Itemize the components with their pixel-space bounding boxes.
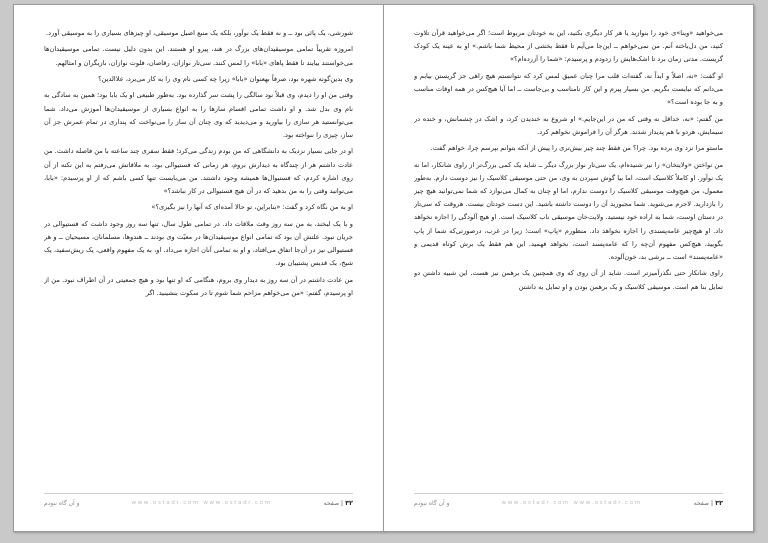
page-number: ۳۲ (345, 499, 353, 507)
paragraph: ماستو مرا نزد وی برده بود. چرا؟ من فقط چند چیز بیش‌تری را پیش از آنکه بتوانم بپرسم چرا، خواهم گفت. (430, 144, 723, 153)
paragraph: راوی شانکار حتی نگذرآمیزتر است. شاید از آن روی که وی همچنین یک برهمن نیز هست. این شبیه داشتن دو تمایل بنا هم است. موسیقی کلاسیک و یک برهمن بودن و او تمایل به داشتن (414, 269, 723, 291)
right-page (383, 4, 754, 532)
book-title: و آن گاه نبودم (414, 499, 450, 507)
paragraph: و با یک لبخند، به من سه روز وقت ملاقات داد. در تمامی طول سال، تنها سه روز وجود داشت که فستیوالی در جریان نبود. علتش آن بود که تمامی انواع موسیقیدان‌ها در معیّت وی بودند ــ هندوها، مسلمانان، مسیحیان ــ و هر فستیوالی نیز در آن‌جا اتفاق می‌افتاد، و او به تمامی آنان اجازه می‌داد. او، به یک مفهوم واقعی، یک ریش‌سفید، یک شیخ، یک قدیس پشتیبان بود. (44, 219, 353, 268)
paragraph: شورشی، یک پائی بود ــ و نه فقط یک نوآور، بلکه یک منبع اصیل موسیقی، او چیزهای بسیاری را به موسیقی آورد. (46, 29, 353, 37)
site-watermark: www.ostadr.com www.ostadr.com (131, 500, 272, 506)
site-watermark: www.ostadr.com www.ostadr.com (501, 500, 642, 506)
page-number-group (694, 499, 723, 507)
paragraph: من عادت داشتم در آن سه روز به دیدار وی بروم، هنگامی که او تنها بود و هیچ جمعیتی در آن اطراف نبود. من از او پرسیدم، گفتم: «من می‌خواهم مزاحم شما شوم تا در سکوت بنشینید. اگر (44, 275, 353, 297)
page-label: صفحه (323, 500, 340, 507)
left-page-body (44, 27, 353, 467)
page-number-group (324, 499, 353, 507)
footer-separator: | (341, 500, 344, 507)
paragraph: او گفت: «نه، اصلاً و ابداً نه. گفته‌ات قلب مرا چنان عمیق لمس کرد که نتوانستم هیچ راهی جز گریستن بیابم و می‌دانم که نبایست بگریم. من بسیار پیرم و این کار نامناسب و بی‌جاست ــ اما آیا هیچ‌کس در همه اوقات مناسب و به جا بوده است؟» (414, 71, 723, 107)
paragraph: امروزه تقریباً تمامی موسیقیدان‌های بزرگ در هند، پیرو او هستند. این بدون دلیل نیست. تمامی موسیقیدان‌ها می‌خواستند بیایند تا فقط پاهای «بابا» را لمس کنند. سی‌تار نوازان، رقاصان، فلوت نوازان، بازیگران و امثالهم. (44, 45, 353, 67)
paragraph: من گفتم: «نه، خداقل نه وقتی که من در این‌جایم.» او شروع به خندیدن کرد، و اشک در چشمانش، و خنده در سیمایش، هردو با هم پدیدار شدند. هرگز آن را فراموش نخواهم کرد. (414, 114, 723, 136)
page-label: صفحه (693, 500, 710, 507)
right-page-footer (414, 493, 723, 509)
right-page-body (414, 27, 723, 467)
paragraph: او در جایی بسیار نزدیک به دانشگاهی که من بودم زندگی می‌کرد؛ فقط سفری چند ساعته با من فاصله داشت. من عادت داشتم هر از چندگاه به دیدارش بروم، هر زمانی که فستیوالی بود، به ملاقاتش می‌رفتم به این نکته از آن روی اشاره کردم، که فستیوال‌ها همیشه وجود داشتند. من می‌بایست تنها کسی باشم که از او پرسیدم: «بابا، می‌توانید وقتی را به من بدهید که در آن هیچ فستیوالی در کار نباشد؟» (44, 147, 353, 195)
footer-separator: | (711, 500, 714, 507)
left-page (13, 4, 384, 532)
paragraph: وقتی من او را دیدم، وی قبلاً نود سالگی را پشت سر گذارده بود. به‌طور طبیعی او یک بابا بود؛ همین به سادگی به نام وی بدل شد. و او داشت تمامی اقسام سازها را به انواع بسیاری از موسیقیدان‌ها آموزش می‌داد. شما می‌توانستید هر سازی را بیاورید و می‌دیدید که وی چنان آن ساز را می‌نواخت که پنداری در تمام عمرش جز آن ساز، چیزی را ننواخته بود. (44, 91, 353, 139)
paragraph: وی بدین‌گونه شهره بود، صرفاً بهعنوان «بابا» زیرا چه کسی نام وی را به کار می‌برد، علاالدین؟ (98, 74, 353, 83)
book-title: و آن گاه نبودم (44, 499, 80, 507)
paragraph: من نواختن «ولایتخان» را نیز شنیده‌ام، یک سی‌تار نواز بزرگ دیگر ــ شاید یک کمی بزرگ‌تر از راوی شانکار، اما نه یک نوآور. او کاملاً کلاسیک است، اما بیا گوش سپردن به وی، من حتی موسیقی کلاسیک را نیز دوست دارم. به‌طور معمول، من هیچ‌وقت موسیقی کلاسیک را دوست ندارم، اما او چنان به کمال می‌نوازد که شما نمی‌توانید هیچ چیز را بازدارید. لاجرم می‌شوید. شما مجبورید آن را دوست داشته باشید. این دست خودتان نیست. هروقت که سی‌تار در دستان اوست، شما به اراده خود نیستید. ولایت‌خان موسیقی ناب کلاسیک است. او هیچ آلودگی را اجازه نخواهد داد. او هیچ‌چیز عامه‌پسندی را اجازه نخواهد داد. منظورم «پاپ» است؛ زیرا در غرب، درصورتی‌که شما از پاپ بگویید، هیچ‌کس مفهوم آن‌چه را که عامه‌پسند است، نخواهد فهمید. این هم فقط یک برش کوتاه قدیمی و «عامه‌پسند» است ــ برشی بد، خون‌آلوده. (414, 160, 723, 261)
left-page-footer (44, 493, 353, 509)
page-number: ۳۳ (715, 499, 723, 507)
paragraph: او به من نگاه کرد و گفت: «بنابراین، تو حالا آمده‌ای که آنها را نیز بگیری؟» (151, 203, 353, 212)
paragraph: می‌خواهید «وینا»ی خود را بنوازید یا هر کار دیگری بکنید، این به خودتان مربوط است؛ اگر می‌خواهید قرآن تلاوت کنید، من دل‌باخته آنم. من نمی‌خواهم ــ این‌جا می‌آیم تا فقط بخشی از محیط شما باشم.» او به عینه یک کودک گریست. مدتی زمان برد تا اشک‌هایش را زدودم و پرسیدم: «شما را آزرده‌ام؟» (414, 29, 723, 64)
